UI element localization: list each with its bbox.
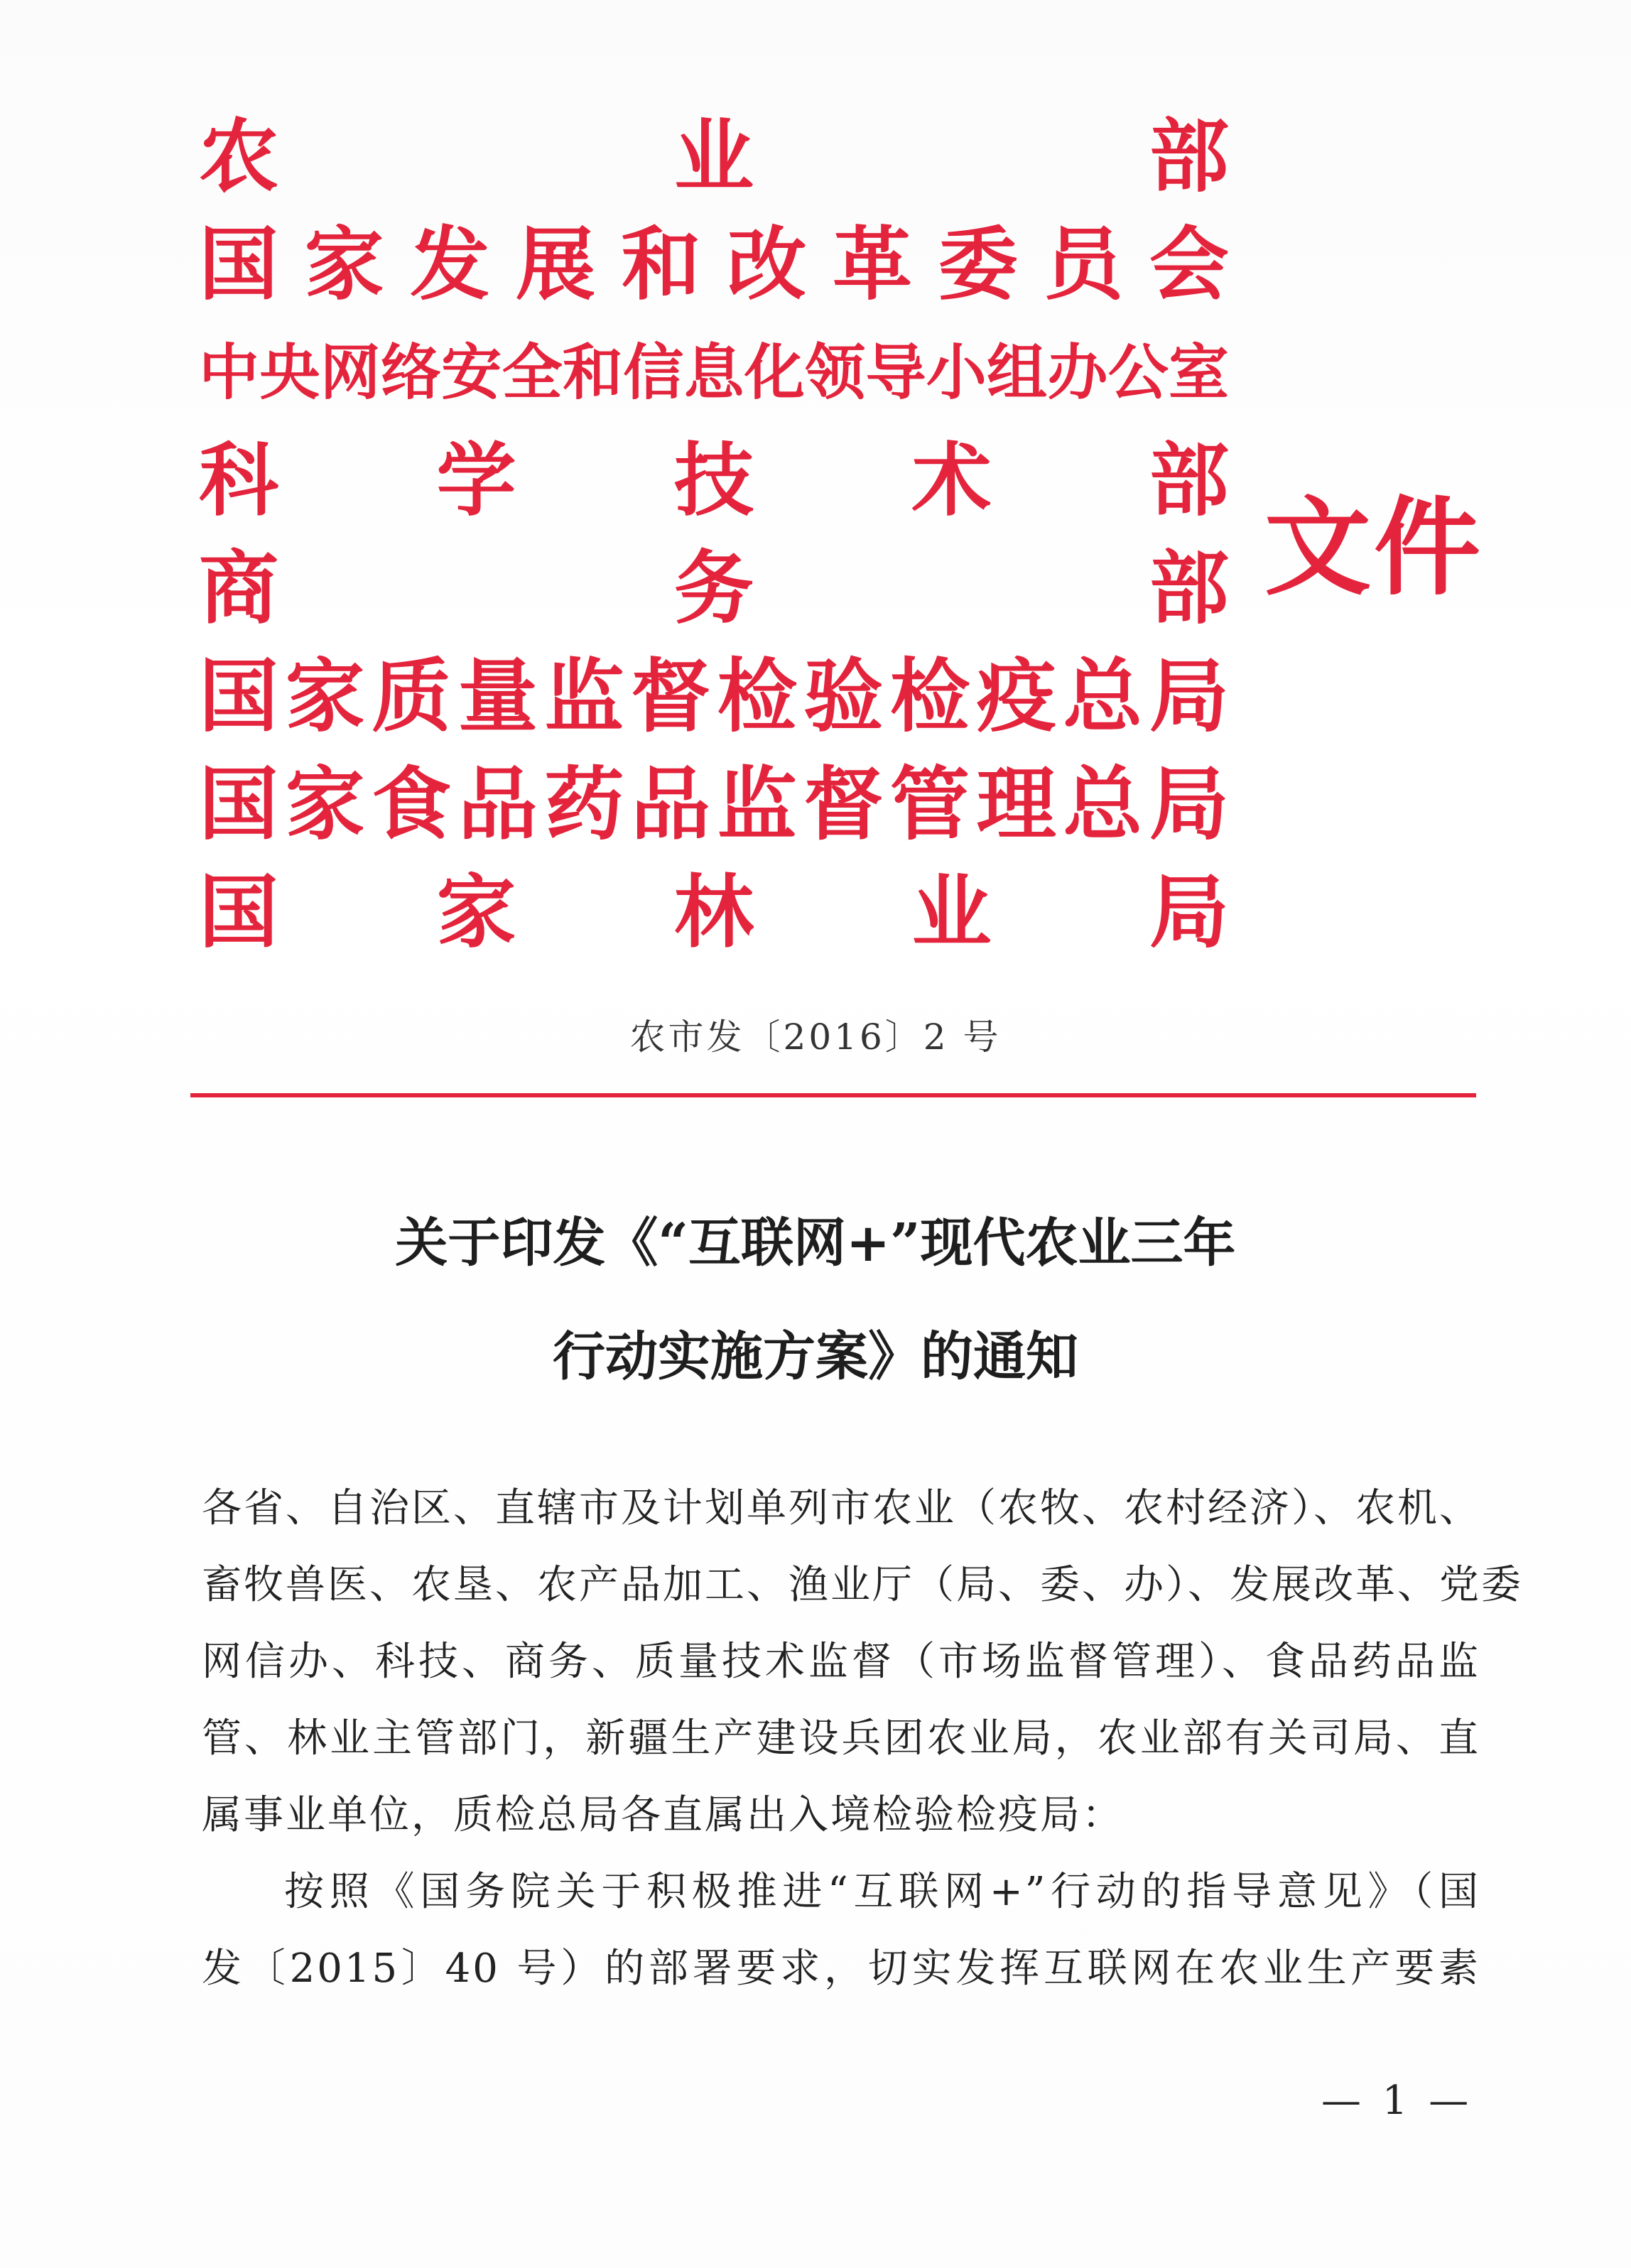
- body-line: 网信办、科技、商务、质量技术监督（市场监督管理）、食品药品监: [202, 1639, 1480, 1685]
- issuer-list: [199, 103, 1229, 967]
- page-number: — 1 —: [1321, 2078, 1473, 2124]
- body-line: 发〔2015〕40 号）的部署要求，切实发挥互联网在农业生产要素: [202, 1946, 1480, 1992]
- body-line: 属事业单位，质检总局各直属出入境检验检疫局：: [202, 1792, 1124, 1838]
- file-mark: 文件: [1264, 487, 1484, 610]
- title-line-2: 行动实施方案》的通知: [553, 1326, 1078, 1387]
- body-line: 按照《国务院关于积极推进“互联网+”行动的指导意见》（国: [284, 1869, 1480, 1915]
- body-text: [202, 1470, 1523, 2007]
- title-line-1: 关于印发《“互联网+”现代农业三年: [395, 1212, 1236, 1274]
- body-line: 畜牧兽医、农垦、农产品加工、渔业厅（局、委、办）、发展改革、党委: [202, 1562, 1523, 1608]
- document-number: 农市发〔2016〕2 号: [629, 1016, 1002, 1058]
- issuer-name: 国 家 质 量 监 督 检 验 检 疫 总 局: [199, 651, 1229, 743]
- body-line: 各省、自治区、直辖市及计划单列市农业（农牧、农村经济）、农机、: [202, 1485, 1481, 1531]
- issuer-name: 国 家 发 展 和 改 革 委 员 会: [199, 219, 1229, 311]
- issuer-name: 商 务 部: [199, 543, 1229, 635]
- issuer-name: 中 央 网 络 安 全 和 信 息 化 领 导 小 组 办 公 室: [199, 337, 1230, 408]
- issuer-name: 国 家 食 品 药 品 监 督 管 理 总 局: [199, 759, 1229, 851]
- issuer-name: 农 业 部: [199, 111, 1229, 203]
- issuer-name: 科 学 技 术 部: [199, 435, 1229, 527]
- body-line: 管、林业主管部门，新疆生产建设兵团农业局，农业部有关司局、直: [202, 1715, 1480, 1762]
- document-title: [0, 1186, 1631, 1414]
- red-divider-line: [190, 1093, 1476, 1097]
- issuer-name: 国 家 林 业 局: [199, 867, 1229, 959]
